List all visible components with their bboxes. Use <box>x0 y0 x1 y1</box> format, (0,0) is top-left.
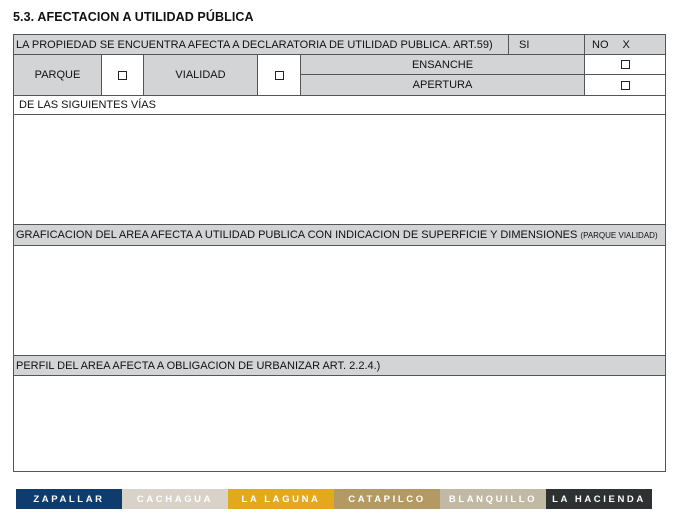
parque-label: PARQUE <box>14 55 102 96</box>
section-title: 5.3. AFECTACION A UTILIDAD PÚBLICA <box>13 10 254 24</box>
apertura-checkbox-cell[interactable] <box>585 75 665 96</box>
graficacion-header <box>14 225 665 246</box>
vias-label: DE LAS SIGUIENTES VÍAS <box>14 96 665 115</box>
perfil-input-area[interactable] <box>14 376 665 471</box>
graficacion-note: (PARQUE VIALIDAD) <box>580 230 658 240</box>
parque-checkbox-cell[interactable] <box>102 55 144 96</box>
utilidad-publica-form <box>13 34 666 472</box>
ensanche-label: ENSANCHE <box>301 55 585 75</box>
vialidad-checkbox[interactable] <box>275 71 284 80</box>
apertura-checkbox[interactable] <box>621 81 630 90</box>
footer-band-zapallar: ZAPALLAR <box>16 489 122 509</box>
si-label: SI <box>519 38 530 51</box>
footer-band-catapilco: CATAPILCO <box>334 489 440 509</box>
perfil-label: PERFIL DEL AREA AFECTA A OBLIGACION DE URBANIZAR ART. 2.2.4.) <box>14 356 665 376</box>
ensanche-checkbox-cell[interactable] <box>585 55 665 75</box>
graficacion-input-area[interactable] <box>14 246 665 356</box>
no-label: NO <box>592 38 609 51</box>
declaratoria-question: LA PROPIEDAD SE ENCUENTRA AFECTA A DECLARATORIA DE UTILIDAD PUBLICA. ART.59) <box>14 35 509 55</box>
apertura-label: APERTURA <box>301 75 585 96</box>
parque-checkbox[interactable] <box>118 71 127 80</box>
footer-band-blanquillo: BLANQUILLO <box>440 489 546 509</box>
no-mark: X <box>622 38 630 51</box>
si-option[interactable] <box>509 35 585 55</box>
footer-band-la-laguna: LA LAGUNA <box>228 489 334 509</box>
graficacion-label: GRAFICACION DEL AREA AFECTA A UTILIDAD PUBLICA CON INDICACION DE SUPERFICIE Y DIMENSIONES <box>16 229 578 241</box>
vialidad-label: VIALIDAD <box>144 55 258 96</box>
ensanche-checkbox[interactable] <box>621 60 630 69</box>
footer-band-cachagua: CACHAGUA <box>122 489 228 509</box>
vialidad-checkbox-cell[interactable] <box>258 55 301 96</box>
vias-input-area[interactable] <box>14 115 665 225</box>
footer-band-la-hacienda: LA HACIENDA <box>546 489 652 509</box>
no-option[interactable] <box>585 35 665 55</box>
